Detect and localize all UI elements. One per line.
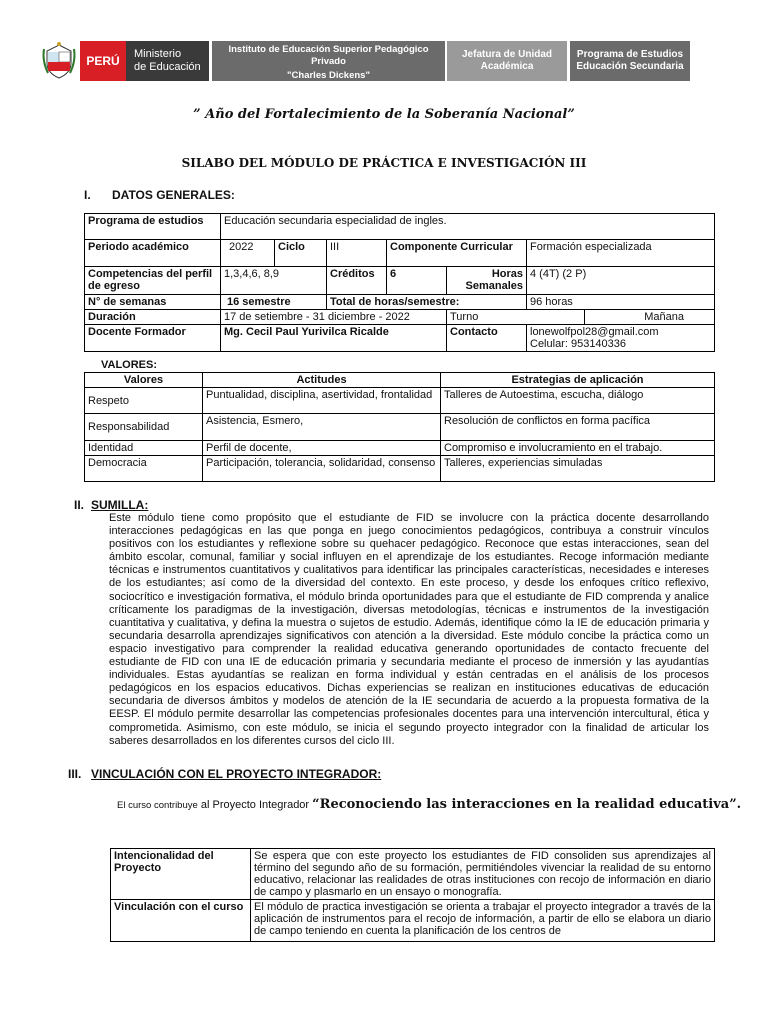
valor-cell: Identidad xyxy=(85,441,203,456)
document-title: SILABO DEL MÓDULO DE PRÁCTICA E INVESTIGACIÓN III xyxy=(181,156,587,170)
jefatura-line-1: Jefatura de Unidad xyxy=(461,49,553,60)
peru-coat-of-arms-icon xyxy=(40,41,78,81)
docente-value: Mg. Cecil Paul Yurivilca Ricalde xyxy=(221,325,447,352)
creditos-value: 6 xyxy=(387,267,447,295)
periodo-value: 2022 xyxy=(221,240,275,267)
section-1-number: I. xyxy=(84,188,91,202)
semanas-label: N° de semanas xyxy=(85,295,221,310)
ministerio-line-1: Ministerio xyxy=(134,48,182,60)
contribuye-line xyxy=(117,797,741,812)
turno-label: Turno xyxy=(447,310,585,325)
valores-header-valores: Valores xyxy=(85,373,203,388)
turno-value: Mañana xyxy=(585,310,715,325)
valor-cell: Democracia xyxy=(85,456,203,482)
valores-table xyxy=(84,372,715,482)
docente-label: Docente Formador xyxy=(85,325,221,352)
componente-label: Componente Curricular xyxy=(387,240,527,267)
periodo-label: Periodo académico xyxy=(85,240,221,267)
contacto-celular: Celular: 953140336 xyxy=(530,338,627,350)
year-motto: ” Año del Fortalecimiento de la Soberanía Nacional” xyxy=(193,107,575,122)
programa-line-1: Programa de Estudios xyxy=(576,49,684,60)
vinculacion-value xyxy=(251,900,715,942)
intencionalidad-label: Intencionalidad del Proyecto xyxy=(111,849,251,900)
proyecto-name: “Reconociendo las interacciones en la realidad educativa”. xyxy=(312,797,742,812)
ministerio-line-2: de Educación xyxy=(134,61,201,73)
programa-line-2: Educación Secundaria xyxy=(576,61,684,72)
estrategia-cell: Resolución de conflictos en forma pacífica xyxy=(441,414,715,441)
actitud-cell: Participación, tolerancia, solidaridad, consenso xyxy=(203,456,441,482)
valor-cell: Respeto xyxy=(85,388,203,414)
ciclo-label: Ciclo xyxy=(275,240,327,267)
peru-label: PERÚ xyxy=(86,54,120,68)
competencias-value: 1,3,4,6, 8,9 xyxy=(221,267,327,295)
competencias-label: Competencias del perfil de egreso xyxy=(85,267,221,295)
estrategia-cell: Compromiso e involucramiento en el trabajo. xyxy=(441,441,715,456)
estrategia-cell: Talleres, experiencias simuladas xyxy=(441,456,715,482)
ciclo-value: III xyxy=(327,240,387,267)
contribuye-prefix: El curso contribuye xyxy=(117,800,198,811)
vinculacion-label: Vinculación con el curso xyxy=(111,900,251,942)
horas-value: 4 (4T) (2 P) xyxy=(527,267,715,295)
duracion-label: Duración xyxy=(85,310,221,325)
instituto-line-3: Tarma xyxy=(311,81,346,95)
valores-title: VALORES: xyxy=(101,359,158,371)
section-3-title: VINCULACIÓN CON EL PROYECTO INTEGRADOR: xyxy=(91,767,382,781)
jefatura-line-2: Académica xyxy=(480,61,534,72)
creditos-label: Créditos xyxy=(327,267,387,295)
programa-block xyxy=(570,41,690,81)
section-2-number: II. xyxy=(74,498,85,512)
instituto-line-2: "Charles Dickens" xyxy=(287,70,370,81)
section-1-title: DATOS GENERALES: xyxy=(112,188,235,202)
vinculacion-text: El módulo de practica investigación se orienta a trabajar el proyecto integrador a través de la aplicación de instrumentos para el recojo de información, a partir de ello se elabora un diario de campo teniendo en cuenta la planificación de los centros de xyxy=(254,901,711,937)
instituto-block xyxy=(212,41,445,95)
actitud-cell: Asistencia, Esmero, xyxy=(203,414,441,441)
contribuye-mid: al Proyecto Integrador xyxy=(200,799,310,811)
horas-label: Horas Semanales xyxy=(447,267,527,295)
total-horas-value: 96 horas xyxy=(527,295,715,310)
estrategia-cell: Talleres de Autoestima, escucha, diálogo xyxy=(441,388,715,414)
contacto-label: Contacto xyxy=(447,325,527,352)
instituto-line-1: Instituto de Educación Superior Pedagógico Privado xyxy=(228,44,429,67)
duracion-value: 17 de setiembre - 31 diciembre - 2022 xyxy=(221,310,447,325)
section-2-title: SUMILLA: xyxy=(91,498,149,512)
proyecto-integrador-table xyxy=(110,848,715,942)
total-horas-label: Total de horas/semestre: xyxy=(327,295,527,310)
programa-label: Programa de estudios xyxy=(85,214,221,240)
valores-header-estrategias: Estrategias de aplicación xyxy=(441,373,715,388)
intencionalidad-value: Se espera que con este proyecto los estudiantes de FID consoliden sus aprendizajes al término del segundo año de su formación, permitiéndoles vivenciar la realidad de su entorno educativo, relacionar las realidades de otras instituciones con recojo de información en diario de campo y plasmarlo en un ensayo o monografía. xyxy=(251,849,715,900)
peru-brand-block xyxy=(80,41,126,81)
valores-header-actitudes: Actitudes xyxy=(203,373,441,388)
valor-cell: Responsabilidad xyxy=(85,414,203,441)
contacto-email: lonewolfpol28@gmail.com xyxy=(530,326,659,338)
componente-value: Formación especializada xyxy=(527,240,715,267)
sumilla-paragraph: Este módulo tiene como propósito que el estudiante de FID se involucre con la práctica docente desarrollando interacciones pedagógicas en las que ponga en juego conocimientos pedagógicos, contribuya a construir vínculos positivos con los estudiantes y reflexione sobre su quehacer pedagógico. Reconoce que estas interacciones, sean del ámbito escolar, comunal, familiar y social influyen en el aprendizaje de los estudiantes. Recoge información mediante técnicas e instrumentos cuantitativos y cualitativos para identificar las principales características, necesidades e intereses de los estudiantes; así como de la diversidad del contexto. En este proceso, y desde los enfoques crítico reflexivo, sociocrítico e investigación formativa, el módulo brinda oportunidades para que el estudiante de FID comprenda y analice críticamente los paradigmas de la investigación, diversas metodologías, técnicas e instrumentos de la investigación cuantitativa y cualitativa, y defina la muestra o sujetos de estudio. Además, identifique cómo la IE de educación primaria y secundaria desarrolla aprendizajes significativos con atención a la diversidad. Este módulo concibe la práctica como un espacio investigativo para comprender la realidad educativa generando oportunidades de contacto frecuente del estudiante de FID con una IE de educación primaria y secundaria mediante el proceso de inmersión y las ayudantías individuales. Estas ayudantías se realizan en forma individual y están centradas en el análisis de los procesos pedagógicos en los espacios educativos. Dichas experiencias se realizan en instituciones educativas de educación secundaria de diversos ámbitos y modelos de atención de la IE secundaria de acuerdo a la propuesta formativa de la EESP. El módulo permite desarrollar las competencias profesionales docentes para una intervención intercultural, ética y comprometida. Asimismo, con este módulo, se inicia el segundo proyecto integrador con la finalidad de articular los saberes desarrollados en los diferentes cursos del ciclo III. xyxy=(109,512,709,747)
contacto-value xyxy=(527,325,715,352)
actitud-cell: Perfil de docente, xyxy=(203,441,441,456)
semanas-value: 16 semestre xyxy=(221,295,327,310)
jefatura-block xyxy=(447,41,567,81)
datos-generales-table xyxy=(84,213,715,352)
section-3-number: III. xyxy=(68,767,82,781)
actitud-cell: Puntualidad, disciplina, asertividad, frontalidad xyxy=(203,388,441,414)
ministerio-block xyxy=(126,41,209,81)
programa-value: Educación secundaria especialidad de ingles. xyxy=(221,214,715,240)
